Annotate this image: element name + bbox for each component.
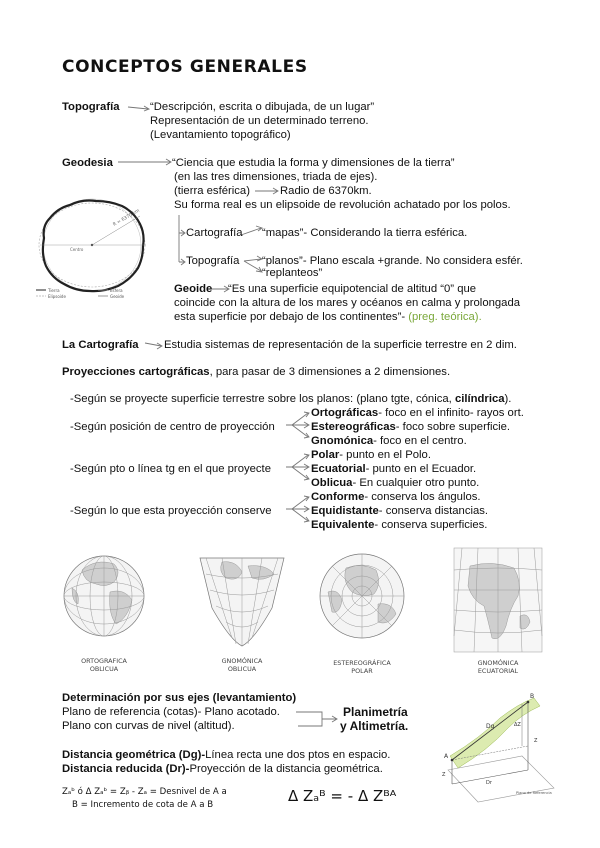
- fig-legend-4: Geoide: [110, 294, 125, 299]
- geodesia-label: Geodesia: [62, 157, 113, 169]
- geoide-line1: “Es una superficie equipotencial de altitud “0” que: [228, 283, 477, 295]
- formula-big: Δ Zₐᴮ = - Δ Zᴮᴬ: [288, 787, 397, 805]
- ecuatorial-item: Ecuatorial- punto en el Ecuador.: [311, 463, 477, 475]
- geodesia-mapas: “mapas”- Considerando la tierra esférica.: [262, 227, 468, 239]
- arrow-icon: [145, 340, 165, 350]
- diagram-a: A: [444, 753, 449, 760]
- determinacion-result1: Planimetría: [343, 705, 408, 719]
- geodesia-line2: (en las tres dimensiones, triada de ejes).: [174, 171, 378, 183]
- estereografica-polar-map: [316, 548, 408, 656]
- gnomonica-oblicua-map: [192, 548, 292, 656]
- fig-legend-1: Tierra: [48, 288, 60, 293]
- equivalente-item: Equivalente- conserva superficies.: [311, 519, 488, 531]
- geodesia-line3b: Radio de 6370km.: [280, 185, 372, 197]
- fig-radius-label: R = 6370 km: [112, 208, 141, 228]
- topografia-line1: “Descripción, escrita o dibujada, de un lugar”: [150, 101, 375, 113]
- formula-line2: B = Incremento de cota de A a B: [72, 800, 214, 810]
- distancia-reducida: Distancia reducida (Dr)-Proyección de la distancia geométrica.: [62, 763, 383, 775]
- diagram-dr: Dr: [486, 780, 492, 786]
- geoide-line2: coincide con la altura de los mares y océanos en calma y prolongada: [174, 297, 521, 309]
- arrow-icon: [255, 187, 281, 195]
- determinacion-line1: Plano de referencia (cotas)- Plano acotado.: [62, 706, 280, 718]
- fork-arrow-icon: [286, 452, 312, 482]
- diagram-dz: ΔZ: [514, 722, 521, 728]
- map-caption-3: ESTEREOGRÁFICA POLAR: [333, 659, 391, 675]
- map-caption-4: GNOMÓNICA ECUATORIAL: [477, 659, 519, 675]
- geoide-line3: esta superficie por debajo de los continentes”- (preg. teórica).: [174, 311, 482, 323]
- oblicua-item: Oblicua- En cualquier otro punto.: [311, 477, 480, 489]
- distancia-geometrica: Distancia geométrica (Dg)-Línea recta une dos ptos en espacio.: [62, 749, 391, 761]
- geodesia-replanteos: “replanteos”: [262, 267, 323, 279]
- topografia-line2: Representación de un determinado terreno.: [150, 115, 369, 127]
- gnomonica-item: Gnomónica- foco en el centro.: [311, 435, 467, 447]
- fig-legend-2: Elipsoide: [48, 294, 66, 299]
- diagram-zb: Z: [534, 738, 538, 744]
- map-caption-2: GNOMÓNICA OBLICUA: [221, 657, 263, 673]
- proyecciones-conserve: -Según lo que esta proyección conserve: [70, 505, 272, 517]
- determinacion-title: Determinación por sus ejes (levantamiento): [62, 692, 297, 704]
- geodesia-topografia: Topografía: [186, 255, 240, 267]
- earth-shape-figure: [30, 196, 170, 306]
- arrow-icon: [128, 104, 152, 112]
- fork-arrow-icon: [286, 494, 312, 524]
- estereograficas-item: Estereográficas- foco sobre superficie.: [311, 421, 511, 433]
- fork-arrow-icon: [286, 410, 312, 440]
- geodesia-planos: “planos”- Plano escala +grande. No considera esfér.: [262, 255, 523, 267]
- ortografica-oblicua-map: [62, 548, 146, 656]
- ortograficas-item: Ortográficas- foco en el infinito- rayos ort.: [311, 407, 524, 419]
- geodesia-cartografia: Cartografía: [186, 227, 243, 239]
- diagram-b: B: [530, 693, 535, 700]
- gnomonica-ecuatorial-map: [448, 546, 548, 658]
- proyecciones-pto: -Según pto o línea tg en el que proyecte: [70, 463, 271, 475]
- cartografia-label: La Cartografía: [62, 339, 139, 351]
- fig-center-label: Centro: [70, 247, 84, 252]
- equidistante-item: Equidistante- conserva distancias.: [311, 505, 489, 517]
- fig-legend-3: Esfera: [110, 288, 123, 293]
- page-title: CONCEPTOS GENERALES: [62, 57, 308, 77]
- proyecciones-heading: Proyecciones cartográficas, para pasar de 3 dimensiones a 2 dimensiones.: [62, 366, 451, 378]
- diagram-za: Z: [442, 772, 446, 778]
- topografia-label: Topografía: [62, 101, 120, 113]
- geoide-label: Geoide: [174, 283, 213, 295]
- polar-item: Polar- punto en el Polo.: [311, 449, 431, 461]
- cartografia-text: Estudia sistemas de representación de la superficie terrestre en 2 dim.: [164, 339, 517, 351]
- bracket-arrow-icon: [296, 710, 340, 732]
- dg-dr-diagram: [430, 690, 560, 806]
- geodesia-line1: “Ciencia que estudia la forma y dimensiones de la tierra”: [172, 157, 455, 169]
- conforme-item: Conforme- conserva los ángulos.: [311, 491, 481, 503]
- topografia-line3: (Levantamiento topográfico): [150, 129, 291, 141]
- arrow-icon: [118, 158, 174, 166]
- diagram-plano: Plano de Referencia: [516, 791, 552, 795]
- geodesia-line4: Su forma real es un elipsoide de revolución achatado por los polos.: [174, 199, 511, 211]
- determinacion-result2: y Altimetría.: [340, 719, 409, 733]
- proyecciones-superficie: -Según se proyecte superficie terrestre sobre los planos: (plano tgte, cónica, cilíndrica).: [70, 393, 512, 405]
- geodesia-line3a: (tierra esférica): [174, 185, 250, 197]
- map-caption-1: ORTOGRAFICA OBLICUA: [81, 657, 127, 673]
- formula-line1: Zₐᵇ ó Δ Zₐᵇ = Zᵦ - Zₐ = Desnivel de A a: [62, 787, 227, 797]
- diagram-dg: Dg: [486, 723, 495, 730]
- determinacion-line2: Plano con curvas de nivel (altitud).: [62, 720, 235, 732]
- proyecciones-posicion: -Según posición de centro de proyección: [70, 421, 275, 433]
